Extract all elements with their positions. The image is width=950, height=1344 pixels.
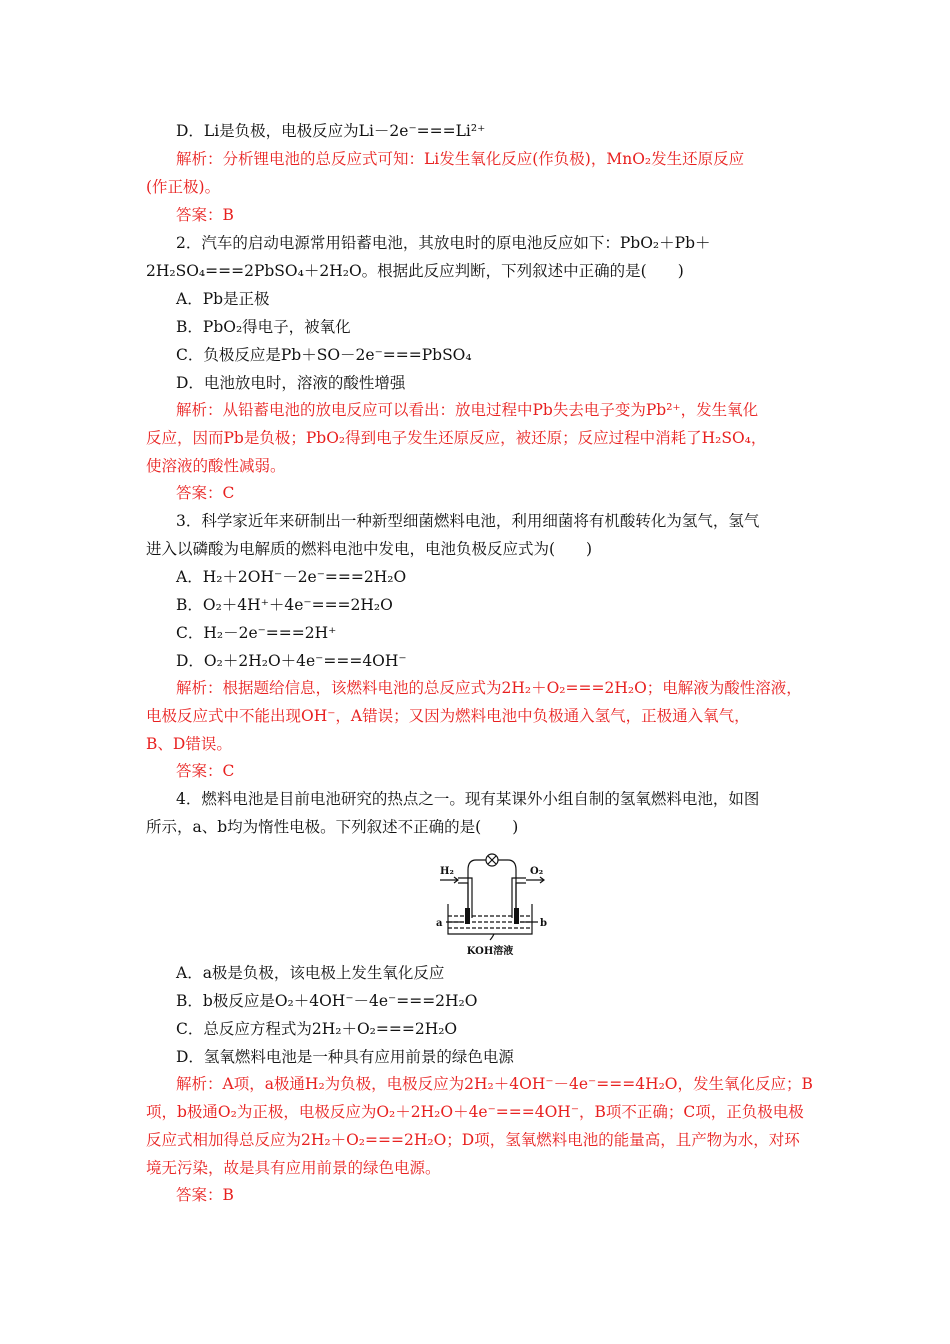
q2-stem-line-1: 2．汽车的启动电源常用铅蓄电池，其放电时的原电池反应如下：PbO₂＋Pb＋ [176,234,711,252]
q4-analysis-line-2: 项，b极通O₂为正极，电极反应为O₂＋2H₂O＋4e⁻===4OH⁻，B项不正确；C项，正负极电极 [146,1103,804,1121]
h2-label: H₂ [440,866,454,877]
q4-option-d: D．氢氧燃料电池是一种具有应用前景的绿色电源 [176,1048,514,1066]
q3-stem-line-2: 进入以磷酸为电解质的燃料电池中发电，电池负极反应式为( ) [146,540,593,558]
q4-answer: 答案：B [176,1186,234,1204]
fuel-cell-diagram [428,852,552,960]
q2-analysis-line-3: 使溶液的酸性减弱。 [146,457,286,475]
q3-answer: 答案：C [176,762,235,780]
b-label: b [540,918,547,929]
q2-analysis-line-2: 反应，因而Pb是负极；PbO₂得到电子发生还原反应，被还原；反应过程中消耗了H₂SO₄， [146,429,767,447]
q3-analysis-line-3: B、D错误。 [146,735,232,753]
q4-option-a: A．a极是负极，该电极上发生氧化反应 [176,964,445,982]
q4-analysis-line-3: 反应式相加得总反应为2H₂＋O₂===2H₂O；D项，氢氧燃料电池的能量高，且产物为水，对环 [146,1131,800,1149]
q3-option-c: C．H₂－2e⁻===2H⁺ [176,624,337,642]
q1-analysis-line-1: 解析：分析锂电池的总反应式可知：Li发生氧化反应(作负极)，MnO₂发生还原反应 [176,150,745,168]
q3-option-a: A．H₂＋2OH⁻－2e⁻===2H₂O [176,568,407,586]
q4-stem-line-2: 所示，a、b均为惰性电极。下列叙述不正确的是( ) [146,818,519,836]
electrode-b [514,908,519,924]
q3-analysis-line-2: 电极反应式中不能出现OH⁻，A错误；又因为燃料电池中负极通入氢气，正极通入氧气， [146,707,750,725]
q2-option-b: B．PbO₂得电子，被氧化 [176,318,351,336]
q4-option-c: C．总反应方程式为2H₂＋O₂===2H₂O [176,1020,458,1038]
q2-option-c: C．负极反应是Pb＋SO－2e⁻===PbSO₄ [176,346,472,364]
q3-analysis-line-1: 解析：根据题给信息，该燃料电池的总反应式为2H₂＋O₂===2H₂O；电解液为酸性溶液， [176,679,802,697]
q1-analysis-line-2: (作正极)。 [146,178,221,196]
q4-option-b: B．b极反应是O₂＋4OH⁻－4e⁻===2H₂O [176,992,478,1010]
q3-option-d: D．O₂＋2H₂O＋4e⁻===4OH⁻ [176,652,407,670]
q4-analysis-line-1: 解析：A项，a极通H₂为负极，电极反应为2H₂＋4OH⁻－4e⁻===4H₂O，发生氧化反应；B [176,1075,813,1093]
q1-option-d: D．Li是负极，电极反应为Li－2e⁻===Li²⁺ [176,122,486,140]
q4-stem-line-1: 4．燃料电池是目前电池研究的热点之一。现有某课外小组自制的氢氧燃料电池，如图 [176,790,760,808]
q2-stem-line-2: 2H₂SO₄===2PbSO₄＋2H₂O。根据此反应判断，下列叙述中正确的是( ) [146,262,684,280]
q2-option-d: D．电池放电时，溶液的酸性增强 [176,374,406,392]
q2-answer: 答案：C [176,484,235,502]
koh-caption: KOH溶液 [466,946,514,957]
q3-option-b: B．O₂＋4H⁺＋4e⁻===2H₂O [176,596,393,614]
q2-option-a: A．Pb是正极 [176,290,270,308]
o2-label: O₂ [530,866,544,877]
q2-analysis-line-1: 解析：从铅蓄电池的放电反应可以看出：放电过程中Pb失去电子变为Pb²⁺，发生氧化 [176,401,759,419]
a-label: a [436,918,443,929]
q3-stem-line-1: 3．科学家近年来研制出一种新型细菌燃料电池，利用细菌将有机酸转化为氢气，氢气 [176,512,760,530]
q1-answer: 答案：B [176,206,234,224]
q4-analysis-line-4: 境无污染，故是具有应用前景的绿色电源。 [146,1159,441,1177]
electrode-a [465,908,470,924]
